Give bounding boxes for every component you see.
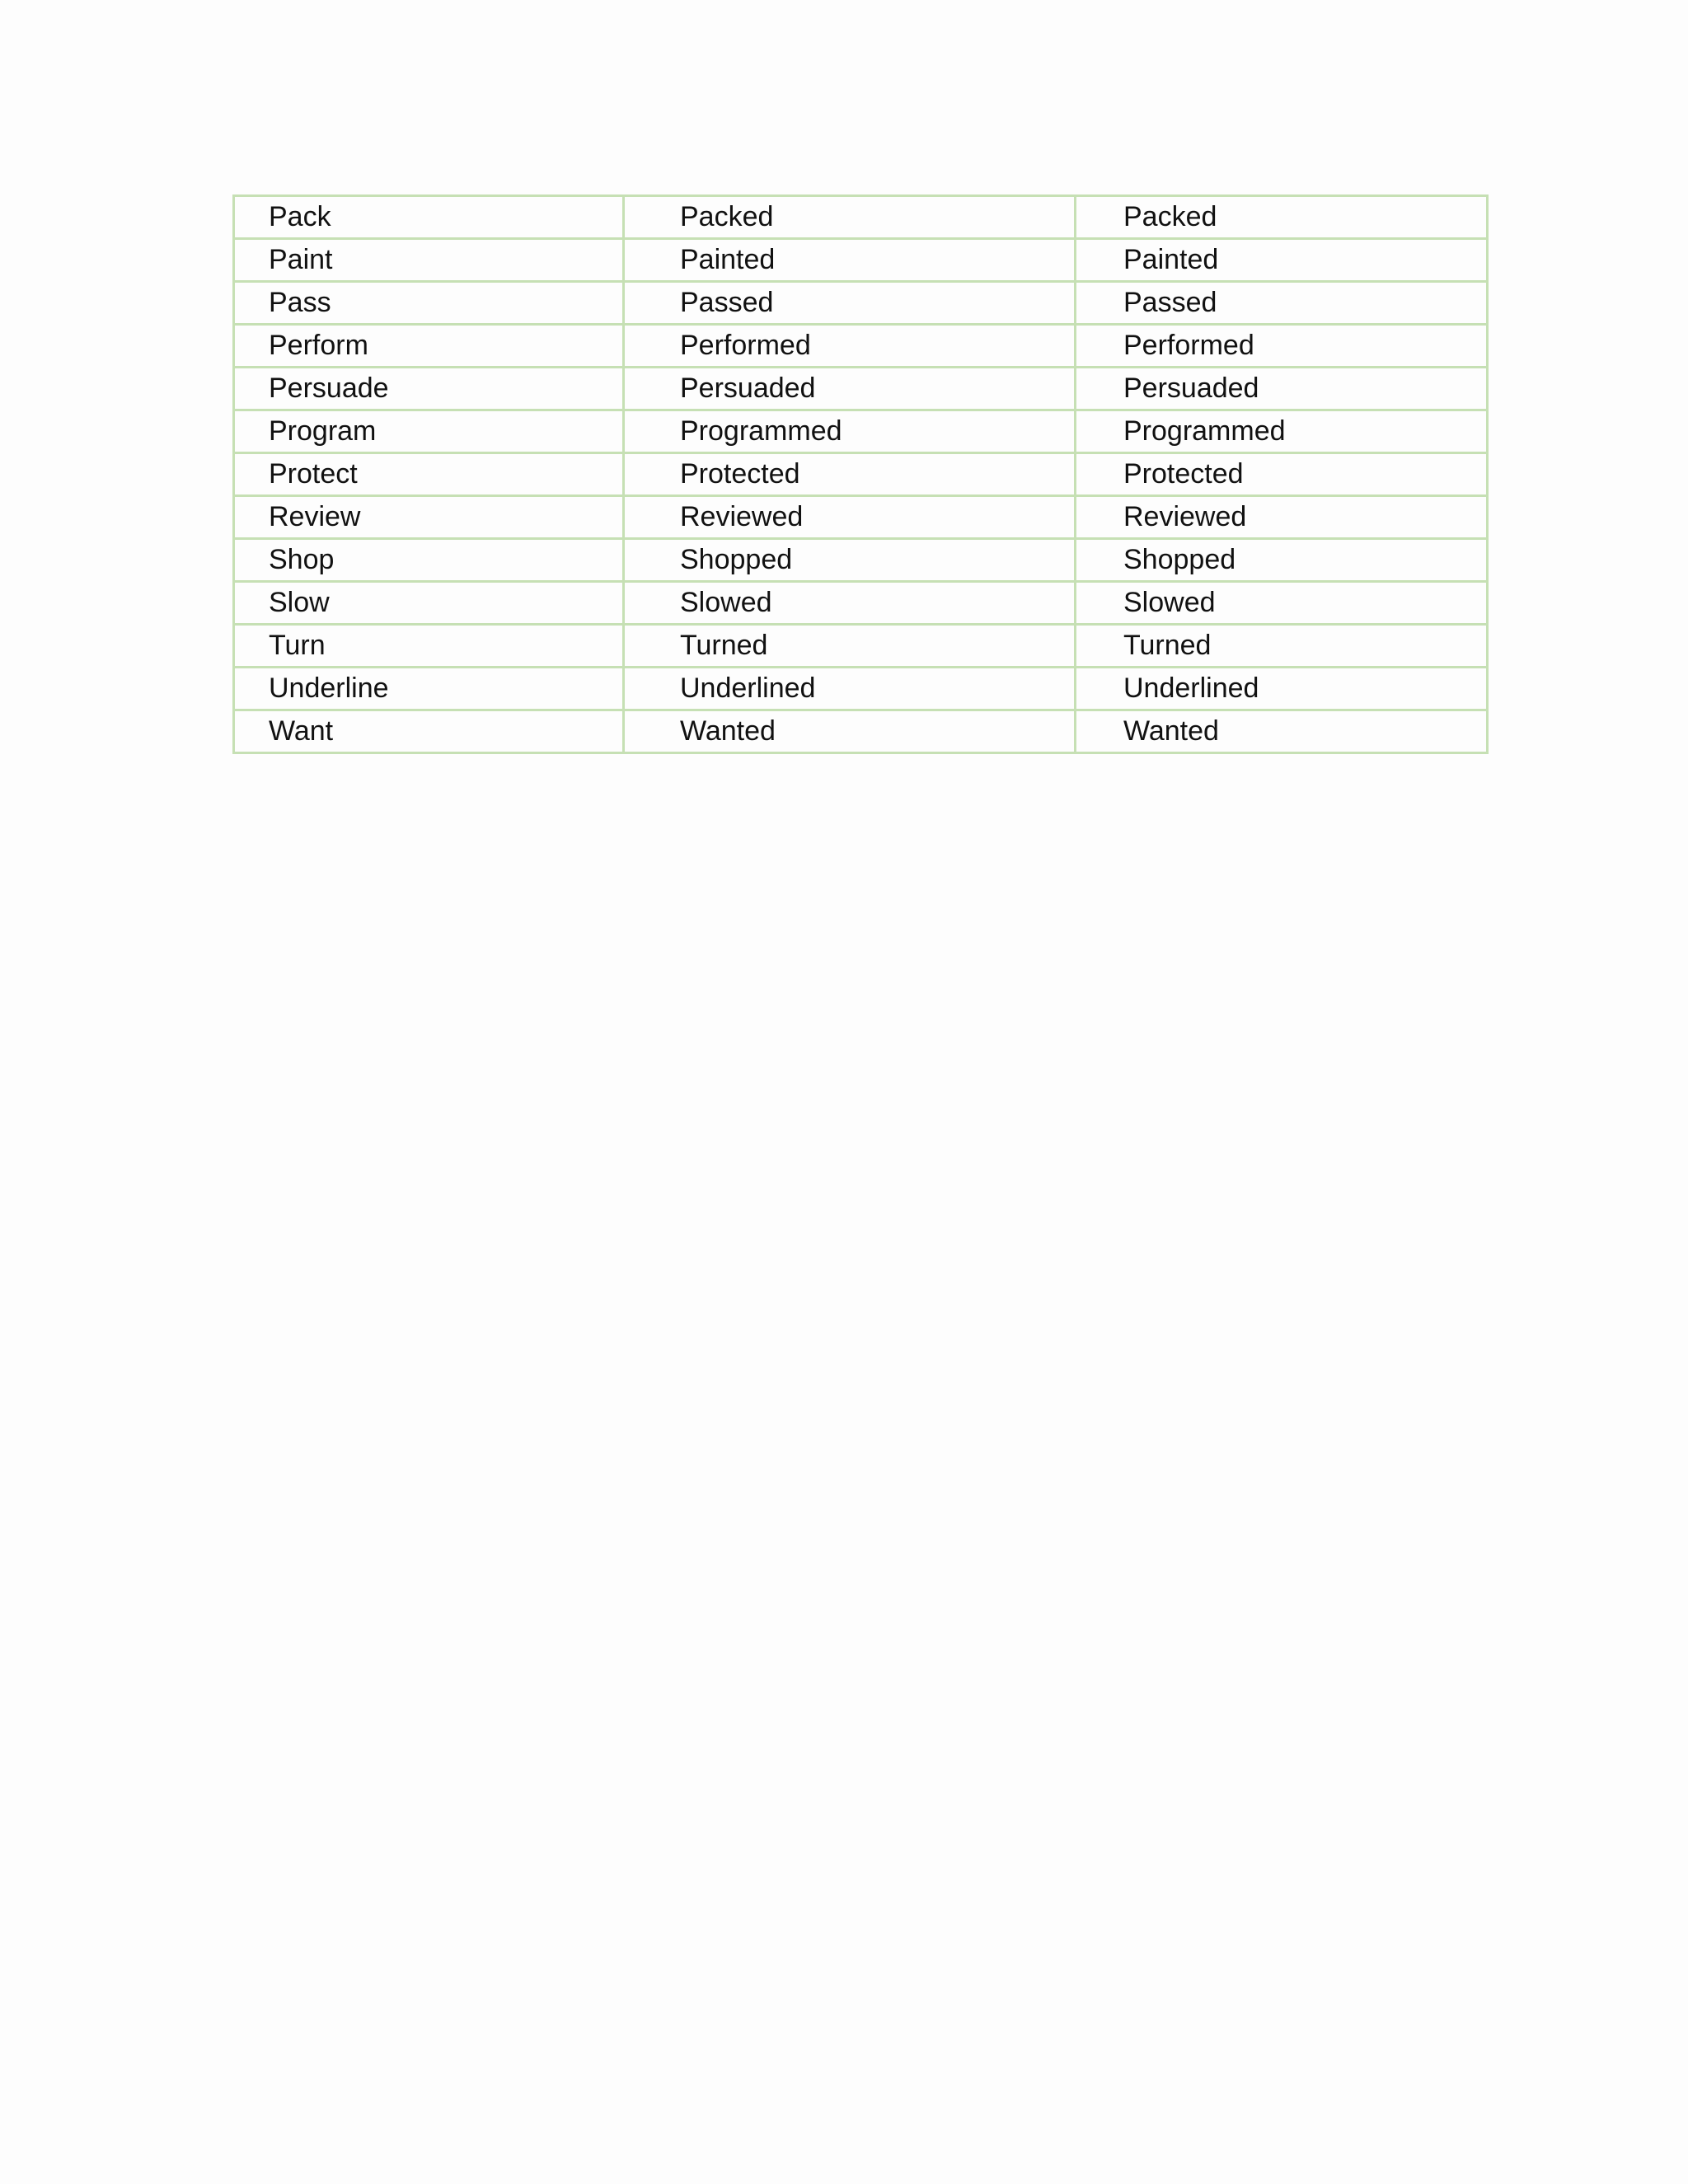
- past-simple-cell: Performed: [624, 325, 1076, 368]
- past-participle-cell: Wanted: [1076, 710, 1488, 753]
- past-simple-cell: Turned: [624, 625, 1076, 668]
- past-participle-cell: Underlined: [1076, 668, 1488, 710]
- base-form-cell: Pass: [234, 282, 624, 325]
- table-row: [234, 582, 1488, 625]
- past-participle-cell: Reviewed: [1076, 496, 1488, 539]
- table-row: [234, 325, 1488, 368]
- table-row: [234, 625, 1488, 668]
- base-form-cell: Perform: [234, 325, 624, 368]
- past-simple-cell: Reviewed: [624, 496, 1076, 539]
- table-row: [234, 282, 1488, 325]
- table-row: [234, 368, 1488, 410]
- table-row: [234, 196, 1488, 239]
- table-row: [234, 239, 1488, 282]
- table-row: [234, 539, 1488, 582]
- base-form-cell: Underline: [234, 668, 624, 710]
- base-form-cell: Turn: [234, 625, 624, 668]
- past-participle-cell: Painted: [1076, 239, 1488, 282]
- base-form-cell: Protect: [234, 453, 624, 496]
- base-form-cell: Shop: [234, 539, 624, 582]
- past-simple-cell: Passed: [624, 282, 1076, 325]
- past-simple-cell: Persuaded: [624, 368, 1076, 410]
- past-simple-cell: Shopped: [624, 539, 1076, 582]
- past-simple-cell: Packed: [624, 196, 1076, 239]
- past-participle-cell: Passed: [1076, 282, 1488, 325]
- past-participle-cell: Performed: [1076, 325, 1488, 368]
- base-form-cell: Pack: [234, 196, 624, 239]
- table-row: [234, 453, 1488, 496]
- base-form-cell: Program: [234, 410, 624, 453]
- past-simple-cell: Protected: [624, 453, 1076, 496]
- past-simple-cell: Underlined: [624, 668, 1076, 710]
- past-simple-cell: Wanted: [624, 710, 1076, 753]
- past-participle-cell: Protected: [1076, 453, 1488, 496]
- past-simple-cell: Slowed: [624, 582, 1076, 625]
- past-participle-cell: Shopped: [1076, 539, 1488, 582]
- past-simple-cell: Painted: [624, 239, 1076, 282]
- base-form-cell: Want: [234, 710, 624, 753]
- past-participle-cell: Slowed: [1076, 582, 1488, 625]
- table-row: [234, 496, 1488, 539]
- base-form-cell: Review: [234, 496, 624, 539]
- past-simple-cell: Programmed: [624, 410, 1076, 453]
- base-form-cell: Slow: [234, 582, 624, 625]
- table-row: [234, 410, 1488, 453]
- table-row: [234, 668, 1488, 710]
- verb-forms-table: [232, 194, 1489, 754]
- past-participle-cell: Packed: [1076, 196, 1488, 239]
- base-form-cell: Paint: [234, 239, 624, 282]
- table-row: [234, 710, 1488, 753]
- base-form-cell: Persuade: [234, 368, 624, 410]
- past-participle-cell: Turned: [1076, 625, 1488, 668]
- past-participle-cell: Persuaded: [1076, 368, 1488, 410]
- past-participle-cell: Programmed: [1076, 410, 1488, 453]
